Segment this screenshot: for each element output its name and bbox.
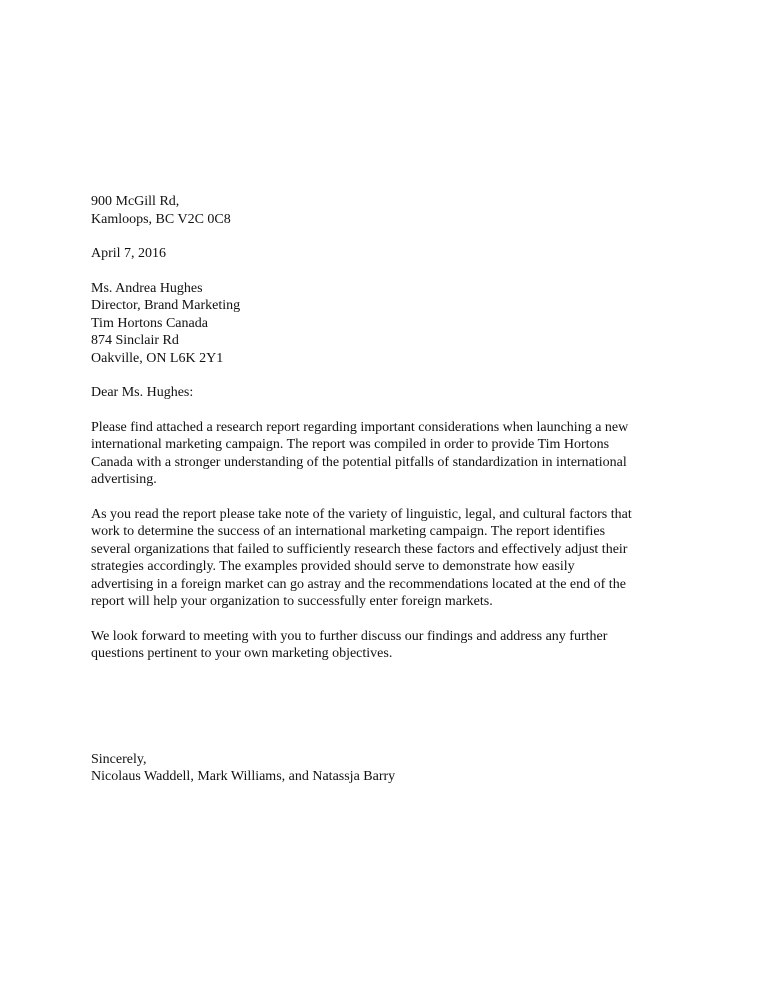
body-paragraph-2 — [91, 506, 681, 611]
recipient-company: Tim Hortons Canada — [91, 315, 208, 331]
paragraph-line: strategies accordingly. The examples provided should serve to demonstrate how easily — [91, 559, 575, 574]
paragraph-line: international marketing campaign. The report was compiled in order to provide Tim Hortons — [91, 437, 610, 452]
sender-address-line-2: Kamloops, BC V2C 0C8 — [91, 211, 231, 227]
signatories: Nicolaus Waddell, Mark Williams, and Natassja Barry — [91, 769, 396, 784]
recipient-address — [91, 280, 681, 368]
recipient-city: Oakville, ON L6K 2Y1 — [91, 350, 224, 366]
letter-date — [91, 245, 681, 263]
paragraph-line: We look forward to meeting with you to further discuss our findings and address any further — [91, 628, 608, 644]
paragraph-line: several organizations that failed to sufficiently research these factors and effectively adjust their — [91, 541, 628, 557]
paragraph-line: questions pertinent to your own marketing objectives. — [91, 646, 393, 661]
paragraph-line: Please find attached a research report regarding important considerations when launching a new — [91, 419, 629, 435]
paragraph-line: Canada with a stronger understanding of the potential pitfalls of standardization in international — [91, 454, 627, 470]
paragraph-line: advertising in a foreign market can go astray and the recommendations located at the end of the — [91, 576, 626, 592]
body-paragraph-1 — [91, 419, 681, 489]
paragraph-line: advertising. — [91, 472, 157, 487]
body-paragraph-3 — [91, 628, 681, 663]
paragraph-line: As you read the report please take note of the variety of linguistic, legal, and cultural factors that — [91, 506, 632, 522]
recipient-title: Director, Brand Marketing — [91, 298, 241, 313]
salutation — [91, 384, 681, 402]
closing-block — [91, 751, 681, 786]
recipient-name: Ms. Andrea Hughes — [91, 280, 203, 296]
sender-address-line-1: 900 McGill Rd, — [91, 194, 180, 209]
cover-letter — [91, 193, 681, 786]
closing-text: Sincerely, — [91, 751, 147, 767]
sender-address — [91, 193, 681, 228]
date-text: April 7, 2016 — [91, 246, 167, 261]
recipient-street: 874 Sinclair Rd — [91, 333, 179, 348]
salutation-text: Dear Ms. Hughes: — [91, 385, 194, 400]
paragraph-line: work to determine the success of an international marketing campaign. The report identifies — [91, 524, 606, 539]
paragraph-line: report will help your organization to successfully enter foreign markets. — [91, 594, 493, 609]
